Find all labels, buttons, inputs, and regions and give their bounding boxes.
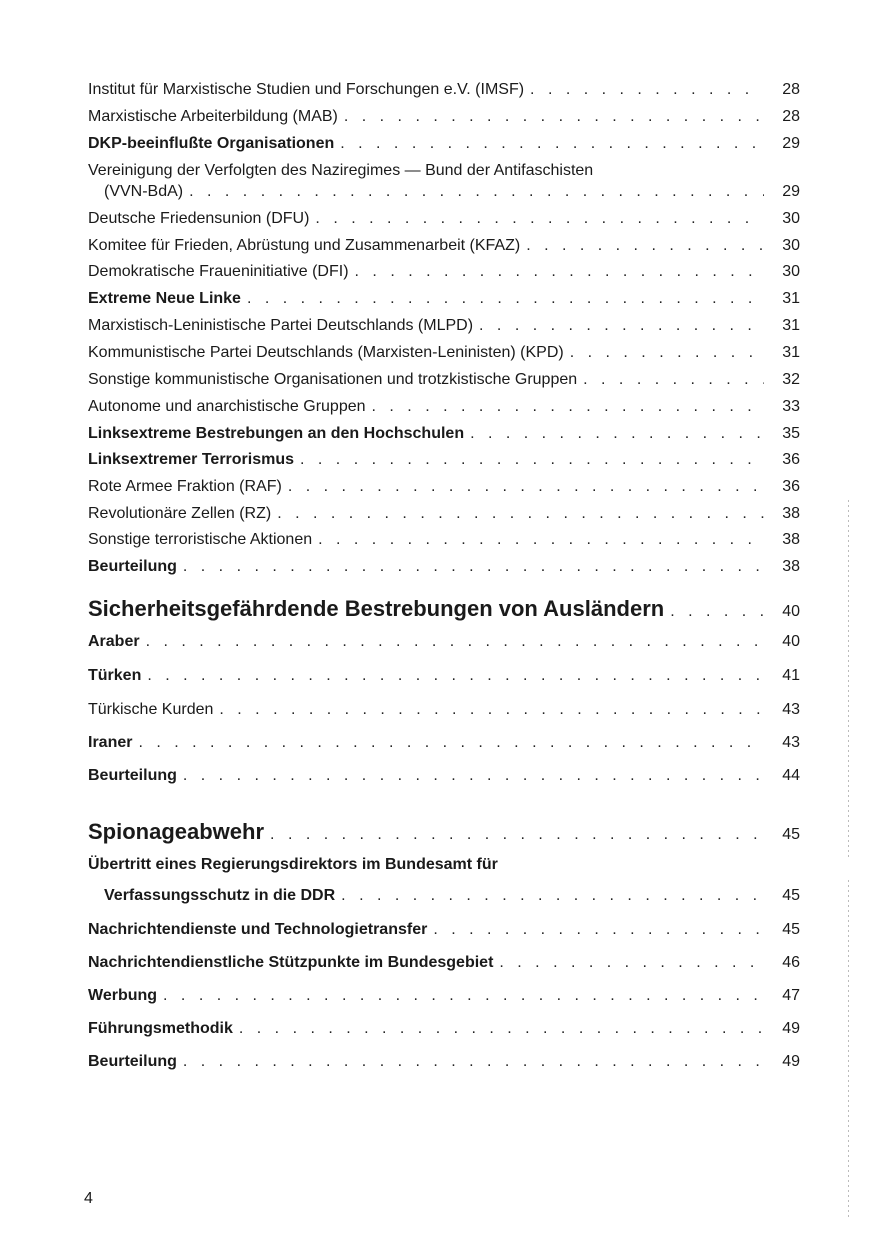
toc-entry-title: Beurteilung [88, 1053, 177, 1070]
leader-dots [277, 504, 764, 524]
toc-entry-page: 49 [782, 1020, 800, 1037]
toc-entry[interactable] [88, 80, 800, 100]
toc-entry-title: Iraner [88, 734, 133, 751]
leader-dots [163, 986, 764, 1006]
toc-entry[interactable] [88, 632, 800, 652]
toc-entry-title: Beurteilung [88, 558, 177, 575]
toc-entry[interactable] [88, 666, 800, 686]
toc-entry-page: 29 [782, 183, 800, 200]
toc-entry-page: 30 [782, 263, 800, 280]
toc-entry-page: 35 [782, 425, 800, 442]
toc-entry-title: Sonstige kommunistische Organisationen und trotzkistische Gruppen [88, 371, 578, 388]
toc-entry[interactable] [88, 530, 800, 550]
toc-entry-title: Institut für Marxistische Studien und Forschungen e.V. (IMSF) [88, 81, 525, 98]
toc-entry[interactable] [88, 107, 800, 127]
leader-dots [355, 262, 764, 282]
toc-section-heading[interactable] [88, 819, 800, 848]
leader-dots [341, 886, 764, 906]
toc-entry[interactable] [88, 370, 800, 390]
leader-dots [300, 450, 764, 470]
leader-dots [344, 107, 764, 127]
toc-entry-page: 30 [782, 237, 800, 254]
toc-entry-page: 40 [782, 633, 800, 650]
leader-dots [183, 1052, 764, 1072]
leader-dots [526, 236, 764, 256]
scan-artifact-line [848, 880, 849, 1220]
toc-entry-page: 36 [782, 478, 800, 495]
toc-entry[interactable] [88, 236, 800, 256]
toc-entry[interactable] [88, 397, 800, 417]
toc-entry-title: Spionageabwehr [88, 819, 265, 844]
toc-entry[interactable] [88, 886, 800, 906]
leader-dots [433, 920, 764, 940]
toc-entry-title: Nachrichtendienste und Technologietransfer [88, 921, 428, 938]
leader-dots [318, 530, 764, 550]
toc-entry-page: 43 [782, 701, 800, 718]
toc-entry-title: Linksextreme Bestrebungen an den Hochschulen [88, 425, 465, 442]
toc-entry-page: 38 [782, 558, 800, 575]
toc-entry-page: 33 [782, 398, 800, 415]
toc-entry-title: Revolutionäre Zellen (RZ) [88, 505, 272, 522]
leader-dots [315, 209, 764, 229]
toc-entry-page: 28 [782, 108, 800, 125]
toc-entry[interactable] [88, 424, 800, 444]
toc-entry-page: 32 [782, 371, 800, 388]
toc-entry-title-line1: Übertritt eines Regierungsdirektors im Bundesamt für [88, 856, 498, 873]
toc-entry-page: 45 [782, 887, 800, 904]
toc-entry-page: 45 [782, 921, 800, 938]
toc-entry-title: Marxistisch-Leninistische Partei Deutschlands (MLPD) [88, 317, 474, 334]
toc-entry[interactable] [88, 504, 800, 524]
leader-dots [530, 80, 764, 100]
toc-entry-page: 40 [782, 603, 800, 620]
leader-dots [183, 766, 764, 786]
toc-entry-page: 28 [782, 81, 800, 98]
toc-entry-title: Marxistische Arbeiterbildung (MAB) [88, 108, 338, 125]
toc-entry-page: 47 [782, 987, 800, 1004]
leader-dots [183, 557, 764, 577]
toc-entry-page: 49 [782, 1053, 800, 1070]
toc-entry-title: Extreme Neue Linke [88, 290, 241, 307]
leader-dots [146, 632, 764, 652]
toc-entry-page: 46 [782, 954, 800, 971]
leader-dots [479, 316, 764, 336]
toc-entry[interactable] [88, 134, 800, 154]
toc-entry[interactable] [88, 557, 800, 577]
leader-dots [340, 134, 764, 154]
leader-dots [147, 666, 764, 686]
toc-entry-page: 31 [782, 317, 800, 334]
toc-entry-page: 41 [782, 667, 800, 684]
toc-entry[interactable] [88, 766, 800, 786]
toc-entry-page: 43 [782, 734, 800, 751]
toc-entry-title: DKP-beeinflußte Organisationen [88, 135, 335, 152]
toc-entry-page: 31 [782, 290, 800, 307]
leader-dots [499, 953, 764, 973]
toc-section-heading[interactable] [88, 596, 800, 625]
toc-entry[interactable] [88, 1052, 800, 1072]
leader-dots [570, 343, 764, 363]
leader-dots [219, 700, 764, 720]
toc-entry-page: 36 [782, 451, 800, 468]
toc-entry[interactable] [88, 986, 800, 1006]
toc-entry-title: Sonstige terroristische Aktionen [88, 531, 313, 548]
toc-entry[interactable] [88, 733, 800, 753]
page-number: 4 [84, 1190, 93, 1207]
leader-dots [138, 733, 764, 753]
leader-dots [470, 424, 764, 444]
scan-artifact-line [848, 500, 849, 860]
toc-entry-title: Führungsmethodik [88, 1020, 233, 1037]
toc-entry-title: Rote Armee Fraktion (RAF) [88, 478, 282, 495]
toc-entry-title: Sicherheitsgefährdende Bestrebungen von Ausländern [88, 596, 665, 621]
toc-entry-title: Türkische Kurden [88, 701, 214, 718]
toc-entry-title: Kommunistische Partei Deutschlands (Marxisten-Leninisten) (KPD) [88, 344, 564, 361]
toc-entry-page: 30 [782, 210, 800, 227]
toc-entry[interactable] [88, 343, 800, 363]
toc-entry-title: (VVN-BdA) [104, 183, 184, 200]
toc-entry-title: Araber [88, 633, 140, 650]
toc-entry-title: Nachrichtendienstliche Stützpunkte im Bundesgebiet [88, 954, 494, 971]
leader-dots [288, 477, 764, 497]
toc-entry-page: 29 [782, 135, 800, 152]
toc-entry[interactable] [88, 700, 800, 720]
toc-entry[interactable] [88, 209, 800, 229]
toc-entry[interactable] [88, 289, 800, 309]
leader-dots [670, 599, 764, 625]
toc-entry-page: 44 [782, 767, 800, 784]
toc-entry-title: Deutsche Friedensunion (DFU) [88, 210, 310, 227]
leader-dots [270, 822, 764, 848]
toc-entry-title: Werbung [88, 987, 158, 1004]
toc-entry-page: 38 [782, 505, 800, 522]
toc-entry[interactable] [88, 450, 800, 470]
toc-entry-page: 31 [782, 344, 800, 361]
toc-entry-title-line1: Vereinigung der Verfolgten des Naziregimes — Bund der Antifaschisten [88, 162, 594, 179]
toc-entry-title: Demokratische Fraueninitiative (DFI) [88, 263, 349, 280]
toc-entry-page: 45 [782, 826, 800, 843]
toc-entry-page: 38 [782, 531, 800, 548]
toc-entry-title: Komitee für Frieden, Abrüstung und Zusammenarbeit (KFAZ) [88, 237, 521, 254]
leader-dots [247, 289, 764, 309]
toc-entry[interactable] [88, 477, 800, 497]
toc-entry-title: Beurteilung [88, 767, 177, 784]
toc-entry-title: Verfassungsschutz in die DDR [104, 887, 336, 904]
leader-dots [583, 370, 764, 390]
toc-entry[interactable] [88, 182, 800, 202]
toc-entry-title: Linksextremer Terrorismus [88, 451, 295, 468]
toc-entry[interactable] [88, 920, 800, 940]
toc-entry[interactable] [88, 953, 800, 973]
leader-dots [239, 1019, 764, 1039]
leader-dots [189, 182, 764, 202]
leader-dots [372, 397, 764, 417]
toc-entry-title: Autonome und anarchistische Gruppen [88, 398, 366, 415]
toc-entry[interactable] [88, 262, 800, 282]
toc-entry[interactable] [88, 316, 800, 336]
toc-entry-title: Türken [88, 667, 142, 684]
toc-entry[interactable] [88, 1019, 800, 1039]
